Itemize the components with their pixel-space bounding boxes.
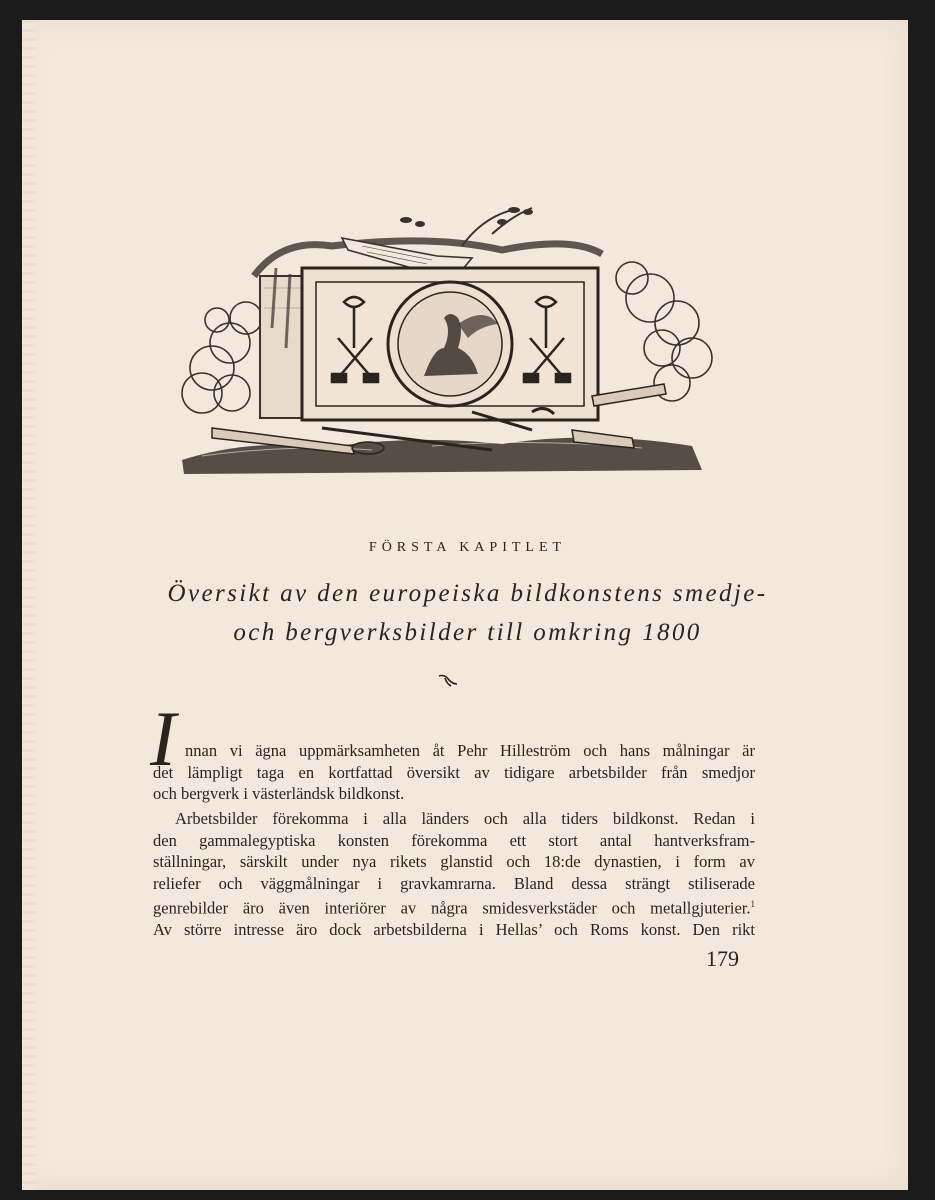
chapter-title-line-1: Översikt av den europeiska bildkonstens smedje- (167, 580, 768, 607)
paragraph-2 (153, 808, 755, 941)
paragraph-2-line: den gammalegyptiska konsten förekomma ett stort antal hantverksfram- (153, 830, 755, 850)
chapter-label: FÖRSTA KAPITLET (368, 540, 567, 555)
paragraph-2-line-text: genrebilder äro även interiörer av några smidesverkstäder och metallgjuterier. (153, 898, 751, 918)
paragraph-2-line: reliefer och väggmålningar i gravkamrarna. Bland dessa strängt stiliserade (153, 873, 755, 893)
paragraph-2-line: ställningar, särskilt under nya rikets glanstid och 18:de dynastien, i form av (153, 852, 755, 871)
paragraph-2-line: Av större intresse äro dock arbetsbilderna i Hellas’ och Roms konst. Den rikt (153, 920, 755, 939)
leaf-ornament-icon (437, 672, 459, 688)
footnote-marker: 1 (750, 899, 755, 909)
paragraph-1-line: och bergverk i västerländsk bildkonst. (153, 784, 405, 803)
paragraph-1 (153, 740, 755, 805)
page-number: 179 (706, 946, 739, 971)
drop-cap: I (150, 695, 176, 782)
chapter-title-line-2: och bergverksbilder till omkring 1800 (233, 619, 702, 646)
paragraph-2-line-with-footnote (153, 894, 755, 919)
paragraph-1-line: det lämpligt taga en kortfattad översikt av tidigare arbetsbilder från smedjor (153, 762, 755, 782)
paragraph-2-line: Arbetsbilder förekomma i alla länders och alla tiders bildkonst. Redan i (175, 809, 755, 828)
paragraph-1-line: nnan vi ägna uppmärksamheten åt Pehr Hilleström och hans målningar är (185, 741, 755, 760)
engraved-vignette (172, 198, 722, 480)
